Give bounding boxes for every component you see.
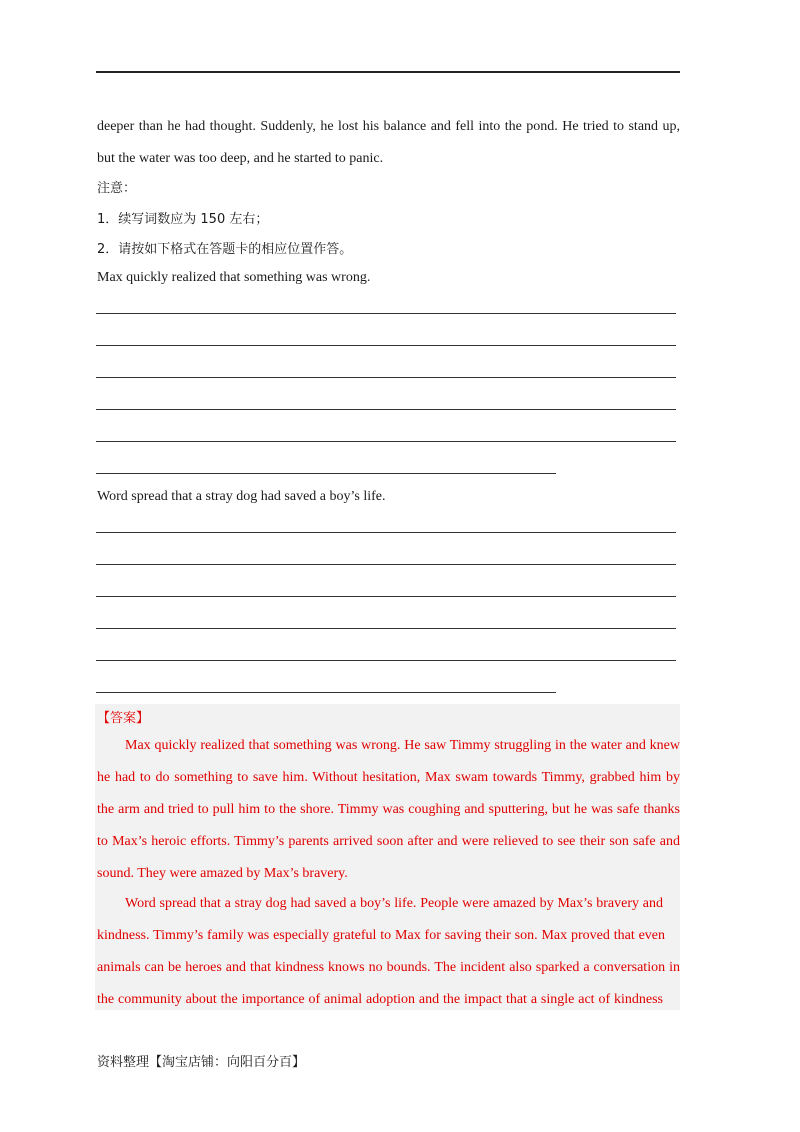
writing-line[interactable] <box>96 441 676 442</box>
writing-line[interactable] <box>96 660 676 661</box>
answer-text-line: Max quickly realized that something was wrong. He saw Timmy struggling in the water and knew <box>125 738 680 753</box>
answer-text-line: kindness. Timmy’s family was especially grateful to Max for saving their son. Max proved that even <box>97 928 665 943</box>
writing-line[interactable] <box>96 377 676 378</box>
answer-text-line: animals can be heroes and that kindness knows no bounds. The incident also sparked a conversation in <box>97 960 680 975</box>
writing-line[interactable] <box>96 628 676 629</box>
notes-item: 1．续写词数应为 150 左右； <box>97 212 269 227</box>
story-text-line: deeper than he had thought. Suddenly, he lost his balance and fell into the pond. He tried to stand up, <box>97 119 680 134</box>
writing-line[interactable] <box>96 692 556 693</box>
writing-line[interactable] <box>96 532 676 533</box>
writing-line[interactable] <box>96 564 676 565</box>
paragraph-opening: Word spread that a stray dog had saved a boy’s life. <box>97 489 386 504</box>
page-footer: 资料整理【淘宝店铺：向阳百分百】 <box>97 1055 306 1070</box>
story-text-line: but the water was too deep, and he started to panic. <box>97 151 384 166</box>
writing-line[interactable] <box>96 596 676 597</box>
notes-heading: 注意： <box>97 181 137 196</box>
answer-text-line: he had to do something to save him. Without hesitation, Max swam towards Timmy, grabbed him by <box>97 770 680 785</box>
answer-text-line: the community about the importance of animal adoption and the impact that a single act of kindness <box>97 992 663 1007</box>
header-rule <box>96 71 680 73</box>
answer-text-line: sound. They were amazed by Max’s bravery. <box>97 866 348 881</box>
writing-line[interactable] <box>96 313 676 314</box>
answer-text-line: to Max’s heroic efforts. Timmy’s parents arrived soon after and were relieved to see their son safe and <box>97 834 680 849</box>
answer-tag: 【答案】 <box>97 711 150 726</box>
writing-line[interactable] <box>96 345 676 346</box>
writing-line[interactable] <box>96 473 556 474</box>
answer-text-line: the arm and tried to pull him to the shore. Timmy was coughing and sputtering, but he was safe thanks <box>97 802 680 817</box>
paragraph-opening: Max quickly realized that something was wrong. <box>97 270 371 285</box>
answer-text-line: Word spread that a stray dog had saved a boy’s life. People were amazed by Max’s bravery and <box>125 896 663 911</box>
writing-line[interactable] <box>96 409 676 410</box>
notes-item: 2．请按如下格式在答题卡的相应位置作答。 <box>97 242 353 257</box>
